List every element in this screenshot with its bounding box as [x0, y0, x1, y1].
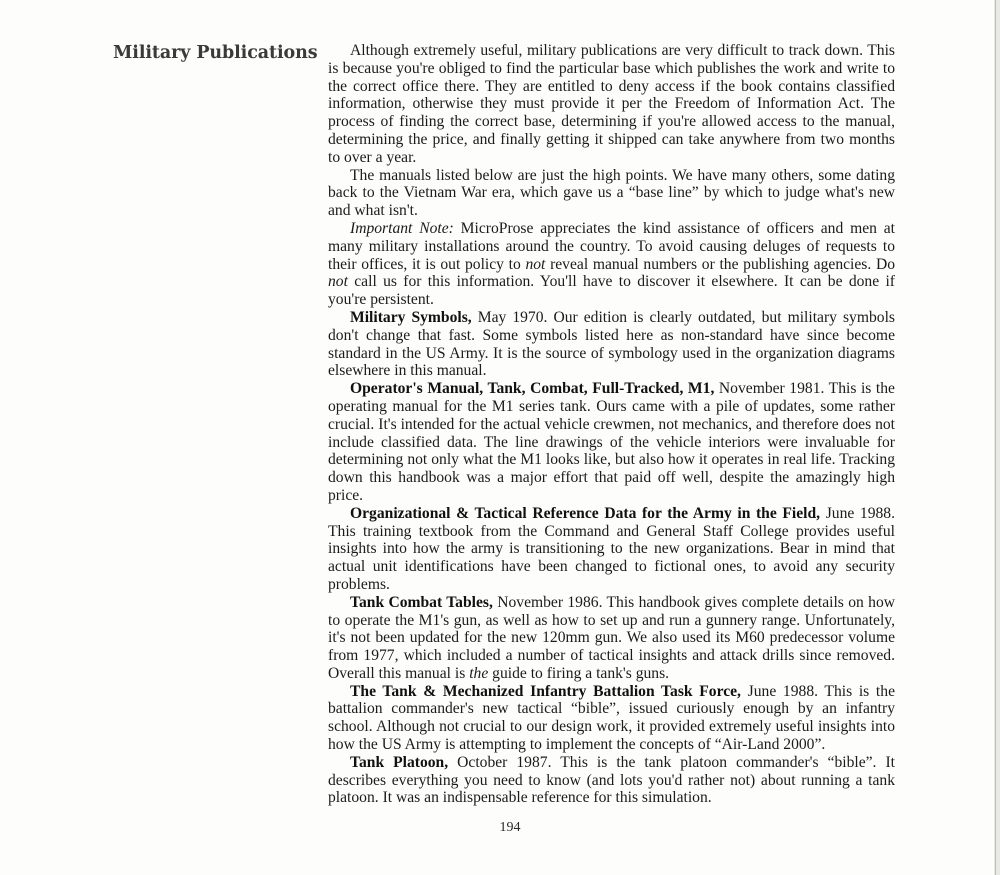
tank-platoon-text: October 1987. This is the tank platoon commander's “bible”. It describes everything you need to know (and lots you'd rather not) about running a tank platoon. It was an indispensable reference for this simulation. [328, 753, 895, 807]
note-text-a: MicroProse appreciates the kind assistance of officers and men at many military installations around the country. To avoid causing deluges of requests to their offices, it is out policy to [328, 219, 895, 273]
tank-combat-tables-entry [328, 594, 895, 683]
task-force-title: The Tank & Mechanized Infantry Battalion Task Force, [350, 682, 741, 700]
tank-combat-tables-text-a: November 1986. This handbook gives complete details on how to operate the M1's gun, as well as how to set up and run a gunnery range. Unfortunately, it's not been updated for the new 120mm gun. We also used its M60 predecessor volume from 1977, which included a number of tactical insights and attack drills since removed. Overall this manual is [328, 593, 896, 682]
operators-manual-title: Operator's Manual, Tank, Combat, Full-Tracked, M1, [350, 380, 715, 398]
tank-combat-tables-emphasis: the [469, 664, 489, 682]
listed-paragraph [328, 167, 895, 220]
intro-text: Although extremely useful, military publications are very difficult to track down. This is because you're obliged to find the particular base which publishes the work and write to the correct office there. They are entitled to deny access if the book contains classified information, otherwise they must provide it per the Freedom of Information Act. The process of finding the correct base, determining if you're allowed access to the manual, determining the price, and finally getting it shipped can take anywhere from two months to over a year. [328, 42, 895, 166]
org-tactical-entry [328, 505, 895, 594]
military-symbols-text: May 1970. Our edition is clearly outdated, but military symbols don't change that fast. Some symbols listed here as non-standard have since become standard in the US Army. It is the source of symbology used in the organization diagrams elsewhere in this manual. [328, 308, 895, 380]
task-force-text: June 1988. This is the battalion commander's new tactical “bible”, issued curiously enough by an infantry school. Although not crucial to our design work, it provided extremely useful insights into how the US Army is attempting to implement the concepts of “Air-Land 2000”. [328, 682, 895, 754]
operators-manual-entry [328, 380, 895, 505]
org-tactical-text: June 1988. This training textbook from the Command and General Staff College provides useful insights into how the army is transitioning to the new organizations. Bear in mind that actual unit identifications have been changed to fictional ones, to avoid any security problems. [328, 504, 895, 593]
task-force-entry [328, 683, 895, 754]
page-edge-line [995, 0, 996, 875]
note-text-b: reveal manual numbers or the publishing agencies. Do [545, 255, 895, 273]
operators-manual-text: November 1981. This is the operating manual for the M1 series tank. Ours came with a pile of updates, some rather crucial. It's intended for the actual vehicle crewmen, not mechanics, and therefore does not include classified data. The line drawings of the vehicle interiors were invaluable for determining not only what the M1 looks like, but also how it operates in real life. Tracking down this handbook was a major effort that paid off well, despite the amazingly high price. [328, 380, 895, 504]
military-symbols-entry [328, 309, 895, 380]
intro-paragraph [328, 42, 895, 167]
note-text-c: call us for this information. You'll have to discover it elsewhere. It can be done if you're persistent. [328, 273, 895, 309]
tank-platoon-entry [328, 754, 895, 807]
important-note-label: Important Note: [350, 219, 454, 237]
body-text-column [328, 42, 895, 807]
tank-combat-tables-text-b: guide to firing a tank's guns. [488, 664, 670, 682]
note-emphasis-not-1: not [525, 255, 546, 273]
page-number: 194 [499, 820, 521, 835]
note-emphasis-not-2: not [328, 273, 348, 291]
tank-platoon-title: Tank Platoon, [350, 753, 449, 771]
listed-text: The manuals listed below are just the high points. We have many others, some dating back to the Vietnam War era, which gave us a “base line” by which to judge what's new and what isn't. [328, 166, 895, 220]
important-note-paragraph [328, 220, 895, 309]
tank-combat-tables-title: Tank Combat Tables, [350, 593, 493, 611]
military-symbols-title: Military Symbols, [350, 308, 472, 326]
section-heading: Military Publications [113, 43, 318, 63]
org-tactical-title: Organizational & Tactical Reference Data for the Army in the Field, [350, 504, 821, 522]
